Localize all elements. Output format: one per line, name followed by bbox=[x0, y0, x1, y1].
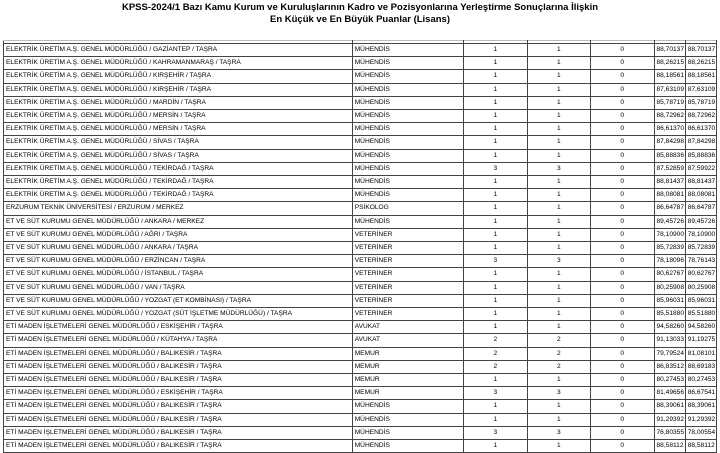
institution-cell: ET VE SÜT KURUMU GENEL MÜDÜRLÜĞÜ / VAN / TAŞRA bbox=[4, 281, 353, 294]
position-cell: MEMUR bbox=[352, 387, 463, 400]
empty-cell: 0 bbox=[591, 162, 654, 175]
quota-cell: 1 bbox=[464, 110, 527, 123]
max-score-cell: 88,18561 bbox=[685, 70, 716, 83]
empty-cell: 0 bbox=[591, 70, 654, 83]
max-score-cell: 88,58112 bbox=[685, 440, 716, 453]
max-score-cell: 94,58260 bbox=[685, 321, 716, 334]
min-score-cell: 86,61370 bbox=[654, 123, 685, 136]
empty-cell: 0 bbox=[591, 426, 654, 439]
placed-cell: 1 bbox=[527, 321, 590, 334]
min-score-cell: 88,39061 bbox=[654, 400, 685, 413]
position-cell: MÜHENDİS bbox=[352, 215, 463, 228]
placed-cell: 1 bbox=[527, 57, 590, 70]
placed-cell: 3 bbox=[527, 255, 590, 268]
quota-cell: 3 bbox=[464, 162, 527, 175]
placed-cell: 1 bbox=[527, 123, 590, 136]
institution-cell: ELEKTRİK ÜRETİM A.Ş. GENEL MÜDÜRLÜĞÜ / SİVAS / TAŞRA bbox=[4, 136, 353, 149]
min-score-cell: 88,72962 bbox=[654, 110, 685, 123]
placed-cell: 3 bbox=[527, 387, 590, 400]
max-score-cell: 80,25908 bbox=[685, 281, 716, 294]
position-cell: MEMUR bbox=[352, 347, 463, 360]
placed-cell: 1 bbox=[527, 110, 590, 123]
institution-cell: ETİ MADEN İŞLETMELERİ GENEL MÜDÜRLÜĞÜ / BALIKESİR / TAŞRA bbox=[4, 374, 353, 387]
placed-cell: 1 bbox=[527, 281, 590, 294]
position-cell: VETERİNER bbox=[352, 294, 463, 307]
institution-cell: ETİ MADEN İŞLETMELERİ GENEL MÜDÜRLÜĞÜ / BALIKESİR / TAŞRA bbox=[4, 347, 353, 360]
max-score-cell: 86,67541 bbox=[685, 387, 716, 400]
position-cell: MÜHENDİS bbox=[352, 400, 463, 413]
empty-cell: 0 bbox=[591, 57, 654, 70]
quota-cell: 1 bbox=[464, 308, 527, 321]
institution-cell: ET VE SÜT KURUMU GENEL MÜDÜRLÜĞÜ / AĞRI / TAŞRA bbox=[4, 228, 353, 241]
quota-cell: 1 bbox=[464, 268, 527, 281]
position-cell: VETERİNER bbox=[352, 308, 463, 321]
min-score-cell: 80,62767 bbox=[654, 268, 685, 281]
placed-cell: 1 bbox=[527, 242, 590, 255]
empty-cell: 0 bbox=[591, 149, 654, 162]
table-row bbox=[4, 281, 717, 294]
quota-cell: 1 bbox=[464, 374, 527, 387]
min-score-cell: 85,88836 bbox=[654, 149, 685, 162]
empty-cell: 0 bbox=[591, 123, 654, 136]
quota-cell: 1 bbox=[464, 44, 527, 57]
institution-cell: ET VE SÜT KURUMU GENEL MÜDÜRLÜĞÜ / YOZGAT (ET KOMBİNASI) / TAŞRA bbox=[4, 294, 353, 307]
institution-cell: ETİ MADEN İŞLETMELERİ GENEL MÜDÜRLÜĞÜ / BALIKESİR / TAŞRA bbox=[4, 360, 353, 373]
institution-cell: ELEKTRİK ÜRETİM A.Ş. GENEL MÜDÜRLÜĞÜ / KIRŞEHİR / TAŞRA bbox=[4, 70, 353, 83]
quota-cell: 3 bbox=[464, 387, 527, 400]
min-score-cell: 88,70137 bbox=[654, 44, 685, 57]
max-score-cell: 78,00554 bbox=[685, 426, 716, 439]
table-row bbox=[4, 57, 717, 70]
position-cell: MÜHENDİS bbox=[352, 57, 463, 70]
placed-cell: 1 bbox=[527, 440, 590, 453]
institution-cell: ELEKTRİK ÜRETİM A.Ş. GENEL MÜDÜRLÜĞÜ / TEKİRDAĞ / TAŞRA bbox=[4, 162, 353, 175]
placed-cell: 3 bbox=[527, 426, 590, 439]
min-score-cell: 88,08081 bbox=[654, 189, 685, 202]
max-score-cell: 80,27453 bbox=[685, 374, 716, 387]
empty-cell: 0 bbox=[591, 294, 654, 307]
table-row bbox=[4, 83, 717, 96]
quota-cell: 2 bbox=[464, 334, 527, 347]
table-row bbox=[4, 44, 717, 57]
max-score-cell: 85,96031 bbox=[685, 294, 716, 307]
institution-cell: ELEKTRİK ÜRETİM A.Ş. GENEL MÜDÜRLÜĞÜ / MERSİN / TAŞRA bbox=[4, 123, 353, 136]
placed-cell: 1 bbox=[527, 149, 590, 162]
position-cell: MÜHENDİS bbox=[352, 70, 463, 83]
institution-cell: ELEKTRİK ÜRETİM A.Ş. GENEL MÜDÜRLÜĞÜ / SİVAS / TAŞRA bbox=[4, 149, 353, 162]
institution-cell: ETİ MADEN İŞLETMELERİ GENEL MÜDÜRLÜĞÜ / BALIKESİR / TAŞRA bbox=[4, 426, 353, 439]
table-row bbox=[4, 149, 717, 162]
placed-cell: 1 bbox=[527, 70, 590, 83]
min-score-cell: 91,29392 bbox=[654, 413, 685, 426]
position-cell: MÜHENDİS bbox=[352, 189, 463, 202]
max-score-cell: 78,76143 bbox=[685, 255, 716, 268]
placed-cell: 1 bbox=[527, 268, 590, 281]
empty-cell: 0 bbox=[591, 83, 654, 96]
empty-cell: 0 bbox=[591, 44, 654, 57]
table-row bbox=[4, 413, 717, 426]
max-score-cell: 85,51880 bbox=[685, 308, 716, 321]
quota-cell: 1 bbox=[464, 70, 527, 83]
min-score-cell: 87,63109 bbox=[654, 83, 685, 96]
max-score-cell: 78,10900 bbox=[685, 228, 716, 241]
table-row bbox=[4, 215, 717, 228]
position-cell: MÜHENDİS bbox=[352, 413, 463, 426]
max-score-cell: 87,63109 bbox=[685, 83, 716, 96]
quota-cell: 1 bbox=[464, 83, 527, 96]
table-row bbox=[4, 387, 717, 400]
empty-cell: 0 bbox=[591, 281, 654, 294]
max-score-cell: 88,08081 bbox=[685, 189, 716, 202]
table-row bbox=[4, 202, 717, 215]
max-score-cell: 89,45726 bbox=[685, 215, 716, 228]
quota-cell: 2 bbox=[464, 347, 527, 360]
position-cell: MÜHENDİS bbox=[352, 123, 463, 136]
results-table bbox=[3, 40, 717, 453]
institution-cell: ETİ MADEN İŞLETMELERİ GENEL MÜDÜRLÜĞÜ / ESKİŞEHİR / TAŞRA bbox=[4, 321, 353, 334]
min-score-cell: 87,84298 bbox=[654, 136, 685, 149]
empty-cell: 0 bbox=[591, 176, 654, 189]
institution-cell: ET VE SÜT KURUMU GENEL MÜDÜRLÜĞÜ / ANKARA / MERKEZ bbox=[4, 215, 353, 228]
empty-cell: 0 bbox=[591, 228, 654, 241]
max-score-cell: 87,84298 bbox=[685, 136, 716, 149]
quota-cell: 1 bbox=[464, 149, 527, 162]
min-score-cell: 85,78719 bbox=[654, 96, 685, 109]
min-score-cell: 80,25908 bbox=[654, 281, 685, 294]
max-score-cell: 87,59922 bbox=[685, 162, 716, 175]
max-score-cell: 88,72962 bbox=[685, 110, 716, 123]
placed-cell: 1 bbox=[527, 44, 590, 57]
institution-cell: ELEKTRİK ÜRETİM A.Ş. GENEL MÜDÜRLÜĞÜ / KIRŞEHİR / TAŞRA bbox=[4, 83, 353, 96]
quota-cell: 3 bbox=[464, 255, 527, 268]
empty-cell: 0 bbox=[591, 347, 654, 360]
min-score-cell: 81,49656 bbox=[654, 387, 685, 400]
table-row bbox=[4, 255, 717, 268]
position-cell: VETERİNER bbox=[352, 228, 463, 241]
min-score-cell: 88,26215 bbox=[654, 57, 685, 70]
institution-cell: ELEKTRİK ÜRETİM A.Ş. GENEL MÜDÜRLÜĞÜ / MARDİN / TAŞRA bbox=[4, 96, 353, 109]
institution-cell: ELEKTRİK ÜRETİM A.Ş. GENEL MÜDÜRLÜĞÜ / TEKİRDAĞ / TAŞRA bbox=[4, 176, 353, 189]
institution-cell: ERZURUM TEKNİK ÜNİVERSİTESİ / ERZURUM / MERKEZ bbox=[4, 202, 353, 215]
empty-cell: 0 bbox=[591, 321, 654, 334]
quota-cell: 1 bbox=[464, 123, 527, 136]
max-score-cell: 88,26215 bbox=[685, 57, 716, 70]
table-row bbox=[4, 400, 717, 413]
position-cell: VETERİNER bbox=[352, 268, 463, 281]
institution-cell: ET VE SÜT KURUMU GENEL MÜDÜRLÜĞÜ / ANKARA / TAŞRA bbox=[4, 242, 353, 255]
table-row bbox=[4, 228, 717, 241]
empty-cell: 0 bbox=[591, 334, 654, 347]
quota-cell: 2 bbox=[464, 360, 527, 373]
max-score-cell: 85,78719 bbox=[685, 96, 716, 109]
placed-cell: 1 bbox=[527, 400, 590, 413]
institution-cell: ELEKTRİK ÜRETİM A.Ş. GENEL MÜDÜRLÜĞÜ / GAZİANTEP / TAŞRA bbox=[4, 44, 353, 57]
min-score-cell: 76,80355 bbox=[654, 426, 685, 439]
min-score-cell: 85,51880 bbox=[654, 308, 685, 321]
position-cell: MÜHENDİS bbox=[352, 44, 463, 57]
min-score-cell: 78,18096 bbox=[654, 255, 685, 268]
institution-cell: ELEKTRİK ÜRETİM A.Ş. GENEL MÜDÜRLÜĞÜ / TEKİRDAĞ / TAŞRA bbox=[4, 189, 353, 202]
institution-cell: ETİ MADEN İŞLETMELERİ GENEL MÜDÜRLÜĞÜ / KÜTAHYA / TAŞRA bbox=[4, 334, 353, 347]
table-row bbox=[4, 294, 717, 307]
quota-cell: 1 bbox=[464, 57, 527, 70]
placed-cell: 1 bbox=[527, 294, 590, 307]
table-row bbox=[4, 308, 717, 321]
position-cell: MÜHENDİS bbox=[352, 149, 463, 162]
institution-cell: ELEKTRİK ÜRETİM A.Ş. GENEL MÜDÜRLÜĞÜ / MERSİN / TAŞRA bbox=[4, 110, 353, 123]
min-score-cell: 88,81437 bbox=[654, 176, 685, 189]
max-score-cell: 86,61370 bbox=[685, 123, 716, 136]
empty-cell: 0 bbox=[591, 308, 654, 321]
empty-cell: 0 bbox=[591, 374, 654, 387]
title-line-2: En Küçük ve En Büyük Puanlar (Lisans) bbox=[269, 13, 451, 25]
position-cell: MEMUR bbox=[352, 360, 463, 373]
placed-cell: 2 bbox=[527, 360, 590, 373]
table-row bbox=[4, 136, 717, 149]
placed-cell: 1 bbox=[527, 136, 590, 149]
institution-cell: ETİ MADEN İŞLETMELERİ GENEL MÜDÜRLÜĞÜ / BALIKESİR / TAŞRA bbox=[4, 413, 353, 426]
table-row bbox=[4, 176, 717, 189]
placed-cell: 2 bbox=[527, 347, 590, 360]
empty-cell: 0 bbox=[591, 400, 654, 413]
empty-cell: 0 bbox=[591, 96, 654, 109]
position-cell: AVUKAT bbox=[352, 334, 463, 347]
min-score-cell: 79,79524 bbox=[654, 347, 685, 360]
institution-cell: ETİ MADEN İŞLETMELERİ GENEL MÜDÜRLÜĞÜ / BALIKESİR / TAŞRA bbox=[4, 400, 353, 413]
empty-cell: 0 bbox=[591, 440, 654, 453]
placed-cell: 1 bbox=[527, 374, 590, 387]
quota-cell: 1 bbox=[464, 176, 527, 189]
min-score-cell: 89,45726 bbox=[654, 215, 685, 228]
quota-cell: 1 bbox=[464, 294, 527, 307]
position-cell: MÜHENDİS bbox=[352, 136, 463, 149]
table-row bbox=[4, 189, 717, 202]
quota-cell: 1 bbox=[464, 281, 527, 294]
placed-cell: 1 bbox=[527, 176, 590, 189]
table-row bbox=[4, 110, 717, 123]
table-row bbox=[4, 347, 717, 360]
quota-cell: 1 bbox=[464, 202, 527, 215]
placed-cell: 2 bbox=[527, 334, 590, 347]
results-table-body bbox=[4, 41, 717, 453]
institution-cell: ELEKTRİK ÜRETİM A.Ş. GENEL MÜDÜRLÜĞÜ / KAHRAMANMARAŞ / TAŞRA bbox=[4, 57, 353, 70]
min-score-cell: 88,58112 bbox=[654, 440, 685, 453]
position-cell: MÜHENDİS bbox=[352, 110, 463, 123]
min-score-cell: 86,64787 bbox=[654, 202, 685, 215]
empty-cell: 0 bbox=[591, 413, 654, 426]
quota-cell: 1 bbox=[464, 400, 527, 413]
empty-cell: 0 bbox=[591, 268, 654, 281]
placed-cell: 1 bbox=[527, 308, 590, 321]
title-line-1: KPSS-2024/1 Bazı Kamu Kurum ve Kuruluşlarının Kadro ve Pozisyonlarına Yerleştirme Sonuçlarına İlişkin bbox=[121, 2, 599, 13]
empty-cell: 0 bbox=[591, 387, 654, 400]
position-cell: MÜHENDİS bbox=[352, 176, 463, 189]
table-row bbox=[4, 360, 717, 373]
institution-cell: ET VE SÜT KURUMU GENEL MÜDÜRLÜĞÜ / YOZGAT (SÜT İŞLETME MÜDÜRLÜĞÜ) / TAŞRA bbox=[4, 308, 353, 321]
position-cell: MEMUR bbox=[352, 374, 463, 387]
max-score-cell: 85,72839 bbox=[685, 242, 716, 255]
institution-cell: ET VE SÜT KURUMU GENEL MÜDÜRLÜĞÜ / ERZİNCAN / TAŞRA bbox=[4, 255, 353, 268]
placed-cell: 3 bbox=[527, 162, 590, 175]
quota-cell: 3 bbox=[464, 426, 527, 439]
institution-cell: ETİ MADEN İŞLETMELERİ GENEL MÜDÜRLÜĞÜ / BALIKESİR / TAŞRA bbox=[4, 440, 353, 453]
position-cell: AVUKAT bbox=[352, 321, 463, 334]
placed-cell: 1 bbox=[527, 83, 590, 96]
quota-cell: 1 bbox=[464, 215, 527, 228]
placed-cell: 1 bbox=[527, 215, 590, 228]
position-cell: MÜHENDİS bbox=[352, 426, 463, 439]
max-score-cell: 91,19275 bbox=[685, 334, 716, 347]
empty-cell: 0 bbox=[591, 202, 654, 215]
placed-cell: 1 bbox=[527, 228, 590, 241]
position-cell: PSİKOLOG bbox=[352, 202, 463, 215]
quota-cell: 1 bbox=[464, 136, 527, 149]
table-row bbox=[4, 440, 717, 453]
empty-cell: 0 bbox=[591, 110, 654, 123]
placed-cell: 1 bbox=[527, 96, 590, 109]
max-score-cell: 88,81437 bbox=[685, 176, 716, 189]
min-score-cell: 85,96031 bbox=[654, 294, 685, 307]
min-score-cell: 88,18561 bbox=[654, 70, 685, 83]
max-score-cell: 81,08101 bbox=[685, 347, 716, 360]
table-row bbox=[4, 123, 717, 136]
position-cell: MÜHENDİS bbox=[352, 96, 463, 109]
min-score-cell: 78,10900 bbox=[654, 228, 685, 241]
quota-cell: 1 bbox=[464, 96, 527, 109]
max-score-cell: 85,88836 bbox=[685, 149, 716, 162]
max-score-cell: 88,69183 bbox=[685, 360, 716, 373]
empty-cell: 0 bbox=[591, 136, 654, 149]
table-row bbox=[4, 70, 717, 83]
min-score-cell: 85,72839 bbox=[654, 242, 685, 255]
table-row bbox=[4, 268, 717, 281]
max-score-cell: 86,64787 bbox=[685, 202, 716, 215]
document-title bbox=[0, 2, 720, 25]
empty-cell: 0 bbox=[591, 189, 654, 202]
position-cell: MÜHENDİS bbox=[352, 440, 463, 453]
min-score-cell: 87,52859 bbox=[654, 162, 685, 175]
institution-cell: ET VE SÜT KURUMU GENEL MÜDÜRLÜĞÜ / İSTANBUL / TAŞRA bbox=[4, 268, 353, 281]
max-score-cell: 91,29392 bbox=[685, 413, 716, 426]
position-cell: VETERİNER bbox=[352, 281, 463, 294]
position-cell: MÜHENDİS bbox=[352, 162, 463, 175]
institution-cell: ETİ MADEN İŞLETMELERİ GENEL MÜDÜRLÜĞÜ / ESKİŞEHİR / TAŞRA bbox=[4, 387, 353, 400]
max-score-cell: 80,62767 bbox=[685, 268, 716, 281]
position-cell: MÜHENDİS bbox=[352, 83, 463, 96]
table-row bbox=[4, 334, 717, 347]
empty-cell: 0 bbox=[591, 215, 654, 228]
placed-cell: 1 bbox=[527, 189, 590, 202]
quota-cell: 1 bbox=[464, 440, 527, 453]
table-row bbox=[4, 374, 717, 387]
empty-cell: 0 bbox=[591, 255, 654, 268]
table-row bbox=[4, 96, 717, 109]
table-row bbox=[4, 162, 717, 175]
position-cell: VETERİNER bbox=[352, 242, 463, 255]
table-row bbox=[4, 242, 717, 255]
min-score-cell: 94,58260 bbox=[654, 321, 685, 334]
quota-cell: 1 bbox=[464, 228, 527, 241]
placed-cell: 1 bbox=[527, 202, 590, 215]
table-row bbox=[4, 321, 717, 334]
quota-cell: 1 bbox=[464, 189, 527, 202]
placed-cell: 1 bbox=[527, 413, 590, 426]
table-row bbox=[4, 426, 717, 439]
empty-cell: 0 bbox=[591, 242, 654, 255]
max-score-cell: 88,39061 bbox=[685, 400, 716, 413]
max-score-cell: 88,70137 bbox=[685, 44, 716, 57]
quota-cell: 1 bbox=[464, 242, 527, 255]
quota-cell: 1 bbox=[464, 321, 527, 334]
position-cell: VETERİNER bbox=[352, 255, 463, 268]
quota-cell: 1 bbox=[464, 413, 527, 426]
empty-cell: 0 bbox=[591, 360, 654, 373]
min-score-cell: 91,13033 bbox=[654, 334, 685, 347]
min-score-cell: 86,83512 bbox=[654, 360, 685, 373]
min-score-cell: 80,27453 bbox=[654, 374, 685, 387]
